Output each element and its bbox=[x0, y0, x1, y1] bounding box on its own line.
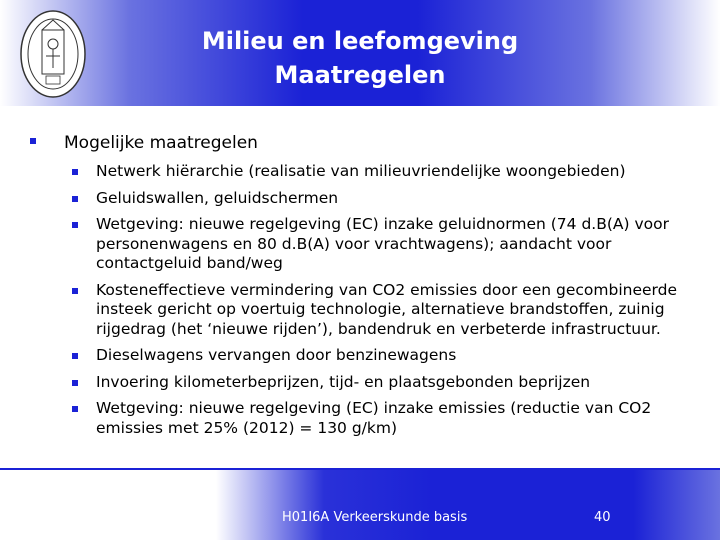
bullet-text-line: rijgedrag (het ‘nieuwe rijden’), bandendruk en verbeterde infrastructuur. bbox=[96, 319, 661, 338]
bullet-marker bbox=[72, 288, 78, 294]
level1-bullet-text: Mogelijke maatregelen bbox=[64, 133, 258, 153]
bullet-marker bbox=[72, 169, 78, 175]
bullet-text-line: Wetgeving: nieuwe regelgeving (EC) inzake emissies (reductie van CO2 bbox=[96, 399, 652, 417]
bullet-item bbox=[96, 399, 696, 438]
bullet-text-line: Invoering kilometerbeprijzen, tijd- en plaatsgebonden beprijzen bbox=[96, 372, 591, 391]
bullet-text-line: insteek gericht op voertuig technologie, alternatieve brandstoffen, zuinig bbox=[96, 300, 665, 318]
title-line-1: Milieu en leefomgeving bbox=[201, 27, 519, 55]
bullet-item bbox=[96, 189, 696, 209]
footer-course: H01I6A Verkeerskunde basis bbox=[282, 510, 468, 525]
title-line-2: Maatregelen bbox=[274, 61, 446, 89]
bullet-text-line: Dieselwagens vervangen door benzinewagens bbox=[96, 346, 457, 364]
bullet-marker bbox=[30, 138, 36, 144]
bullet-marker bbox=[72, 353, 78, 359]
bullet-item bbox=[96, 281, 696, 340]
footer-bar bbox=[0, 470, 720, 540]
bullet-text-line: Netwerk hiërarchie (realisatie van milieuvriendelijke woongebieden) bbox=[96, 162, 626, 180]
bullet-item bbox=[96, 162, 696, 182]
bullet-text-line: Wetgeving: nieuwe regelgeving (EC) inzake geluidnormen (74 d.B(A) voor bbox=[96, 215, 669, 233]
bullet-marker bbox=[72, 406, 78, 412]
bullet-text-line: Geluidswallen, geluidschermen bbox=[96, 188, 339, 207]
bullet-text-line: contactgeluid band/weg bbox=[96, 254, 283, 272]
bullet-item bbox=[96, 215, 696, 274]
bullet-text-line: personenwagens en 80 d.B(A) voor vrachtwagens); aandacht voor bbox=[96, 234, 612, 253]
page-number: 40 bbox=[594, 510, 611, 525]
bullet-marker bbox=[72, 222, 78, 228]
bullet-text-line: Kosteneffectieve vermindering van CO2 emissies door een gecombineerde bbox=[96, 280, 677, 299]
bullet-text-line: emissies met 25% (2012) = 130 g/km) bbox=[96, 418, 398, 437]
bullet-marker bbox=[72, 380, 78, 386]
bullet-item bbox=[96, 373, 696, 393]
bullet-item bbox=[96, 346, 696, 366]
bullet-list bbox=[96, 162, 696, 445]
bullet-marker bbox=[72, 196, 78, 202]
